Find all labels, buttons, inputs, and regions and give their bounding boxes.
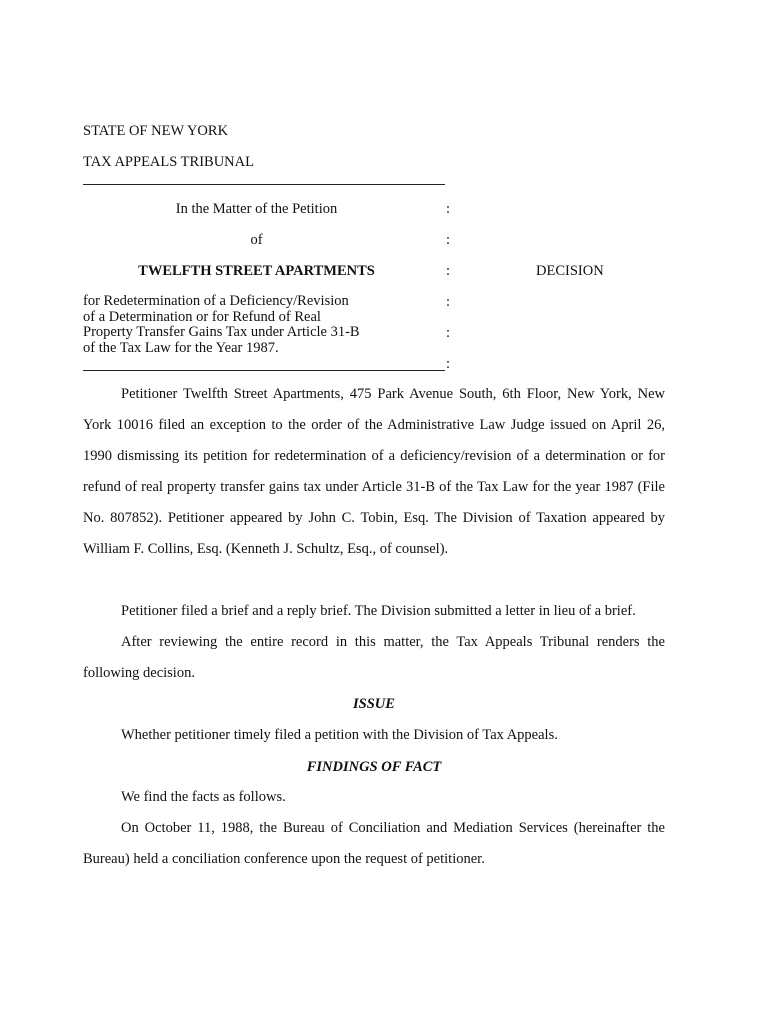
findings-heading: FINDINGS OF FACT [306,759,442,775]
tribunal-heading: TAX APPEALS TRIBUNAL [83,154,254,170]
caption-of: of [250,232,263,248]
findings-intro: We find the facts as follows. [121,789,286,805]
state-heading: STATE OF NEW YORK [83,123,229,139]
decision-label: DECISION [536,263,604,279]
issue-text: Whether petitioner timely filed a petition with the Division of Tax Appeals. [121,727,558,743]
caption-petitioner-name: TWELFTH STREET APARTMENTS [138,263,375,279]
opening-paragraph: Petitioner Twelfth Street Apartments, 475 Park Avenue South, 6th Floor, New York, New York 10016 filed an exception to the order of the Administrative Law Judge issued on April 26, 1990 dismissing its petition for redetermination of a deficiency/revision of a determination or for refund of real property transfer gains tax under Article 31-B of the Tax Law for the year 1987 (File No. 807852). Petitioner appeared by John C. Tobin, Esq. The Division of Taxation appeared by William F. Collins, Esq. (Kenneth J. Schultz, Esq., of counsel). [83,386,665,557]
caption-colon: : [445,325,451,341]
caption-colon: : [445,263,451,279]
briefs-paragraph: Petitioner filed a brief and a reply brief. The Division submitted a letter in lieu of a brief. [121,603,636,619]
caption-description [83,294,360,356]
caption-in-the-matter: In the Matter of the Petition [175,201,338,217]
caption-description-line: of the Tax Law for the Year 1987. [83,339,279,356]
review-paragraph: After reviewing the entire record in this matter, the Tax Appeals Tribunal renders the following decision. [83,634,665,681]
caption-colon: : [445,294,451,310]
caption-description-line: for Redetermination of a Deficiency/Revision [83,293,349,309]
caption-description-line: Property Transfer Gains Tax under Article 31-B [83,324,360,340]
caption-bottom-rule [83,370,445,371]
finding-paragraph-1: On October 11, 1988, the Bureau of Conciliation and Mediation Services (hereinafter the Bureau) held a conciliation conference upon the request of petitioner. [83,820,665,867]
caption-colon: : [445,201,451,217]
caption-colon: : [445,232,451,248]
caption-colon: : [445,356,451,372]
caption-top-rule [83,184,445,185]
issue-heading: ISSUE [353,696,395,712]
caption-description-line: of a Determination or for Refund of Real [83,308,321,325]
